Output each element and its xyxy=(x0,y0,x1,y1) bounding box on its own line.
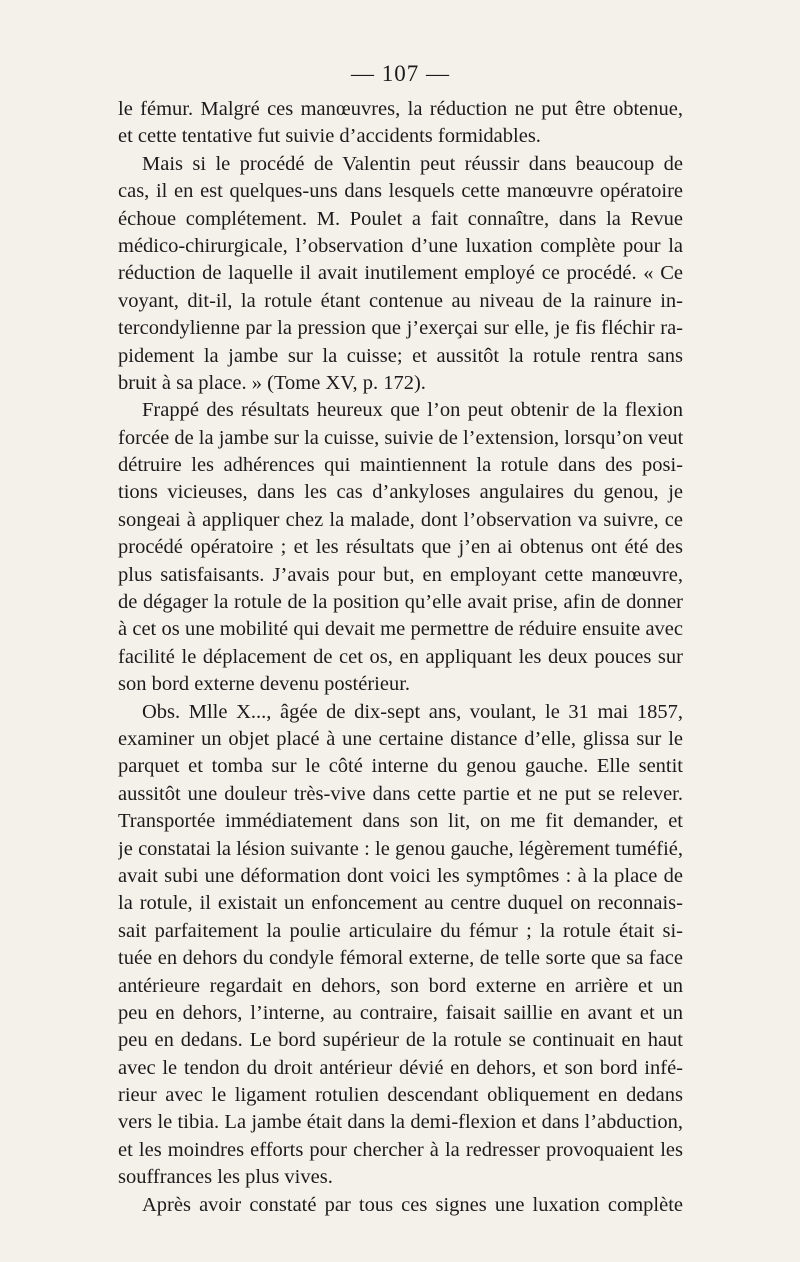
text-line: souffrances les plus vives. xyxy=(118,1166,333,1189)
text-line: réduction de laquelle il avait inutilement employé ce procédé. « Ce xyxy=(118,262,683,285)
text-line: vers le tibia. La jambe était dans la demi-flexion et dans l’abduction, xyxy=(118,1111,683,1134)
text-line: procédé opératoire ; et les résultats que j’en ai obtenus ont été des xyxy=(118,536,683,559)
text-line: forcée de la jambe sur la cuisse, suivie de l’extension, lorsqu’on veut xyxy=(118,426,683,449)
text-line: tions vicieuses, dans les cas d’ankyloses angulaires du genou, je xyxy=(118,481,683,504)
text-line: tuée en dehors du condyle fémoral externe, de telle sorte que sa face xyxy=(118,947,683,970)
text-line: peu en dehors, l’interne, au contraire, faisait saillie en avant et un xyxy=(118,1001,683,1024)
text-line: le fémur. Malgré ces manœuvres, la réduction ne put être obtenue, xyxy=(118,98,683,120)
text-line: songeai à appliquer chez la malade, dont l’observation va suivre, ce xyxy=(118,508,683,531)
text-line: facilité le déplacement de cet os, en appliquant les deux pouces sur xyxy=(118,645,683,668)
text-line: échoue complétement. M. Poulet a fait connaître, dans la Revue xyxy=(118,207,683,230)
text-line: la rotule, il existait un enfoncement au centre duquel on reconnais- xyxy=(118,892,683,915)
text-line: plus satisfaisants. J’avais pour but, en employant cette manœuvre, xyxy=(118,563,683,586)
text-line: avait subi une déformation dont voici les symptômes : à la place de xyxy=(118,864,683,887)
book-page xyxy=(118,60,683,1219)
text-line: Transportée immédiatement dans son lit, on me fit demander, et xyxy=(118,810,683,833)
text-line: sait parfaitement la poulie articulaire du fémur ; la rotule était si- xyxy=(118,919,683,942)
text-line: son bord externe devenu postérieur. xyxy=(118,673,411,696)
text-line: de dégager la rotule de la position qu’elle avait prise, afin de donner xyxy=(118,591,683,614)
text-line: et les moindres efforts pour chercher à la redresser provoquaient les xyxy=(118,1138,683,1161)
text-line: voyant, dit-il, la rotule étant contenue au niveau de la rainure in- xyxy=(118,289,683,312)
text-line: aussitôt une douleur très-vive dans cette partie et ne put se relever. xyxy=(118,782,683,805)
text-line: examiner un objet placé à une certaine distance d’elle, glissa sur le xyxy=(118,727,683,750)
text-line: médico-chirurgicale, l’observation d’une luxation complète pour la xyxy=(118,234,683,257)
text-line: Obs. Mlle X..., âgée de dix-sept ans, voulant, le 31 mai 1857, xyxy=(142,700,683,723)
text-line: à cet os une mobilité qui devait me permettre de réduire ensuite avec xyxy=(118,618,683,641)
text-line: détruire les adhérences qui maintiennent la rotule dans des posi- xyxy=(118,454,683,477)
text-line: pidement la jambe sur la cuisse; et aussitôt la rotule rentra sans xyxy=(118,344,683,367)
text-line: et cette tentative fut suivie d’accidents formidables. xyxy=(118,125,541,148)
text-line: cas, il en est quelques-uns dans lesquels cette manœuvre opératoire xyxy=(118,180,683,203)
text-line: parquet et tomba sur le côté interne du genou gauche. Elle sentit xyxy=(118,755,683,778)
text-line: Frappé des résultats heureux que l’on peut obtenir de la flexion xyxy=(142,399,683,422)
text-line: antérieure regardait en dehors, son bord externe en arrière et un xyxy=(118,974,683,997)
text-line: avec le tendon du droit antérieur dévié en dehors, et son bord infé- xyxy=(118,1056,683,1079)
text-line: peu en dedans. Le bord supérieur de la rotule se continuait en haut xyxy=(118,1029,683,1052)
text-line: Mais si le procédé de Valentin peut réussir dans beaucoup de xyxy=(142,152,683,175)
text-line: rieur avec le ligament rotulien descendant obliquement en dedans xyxy=(118,1084,683,1107)
page-number: — 107 — xyxy=(351,61,450,86)
text-body xyxy=(118,96,683,1219)
text-line: tercondylienne par la pression que j’exerçai sur elle, je fis fléchir ra- xyxy=(118,317,683,340)
text-line: je constatai la lésion suivante : le genou gauche, légèrement tuméfié, xyxy=(118,837,683,860)
text-line: bruit à sa place. » (Tome XV, p. 172). xyxy=(118,371,426,394)
text-line: Après avoir constaté par tous ces signes une luxation complète xyxy=(142,1193,683,1216)
